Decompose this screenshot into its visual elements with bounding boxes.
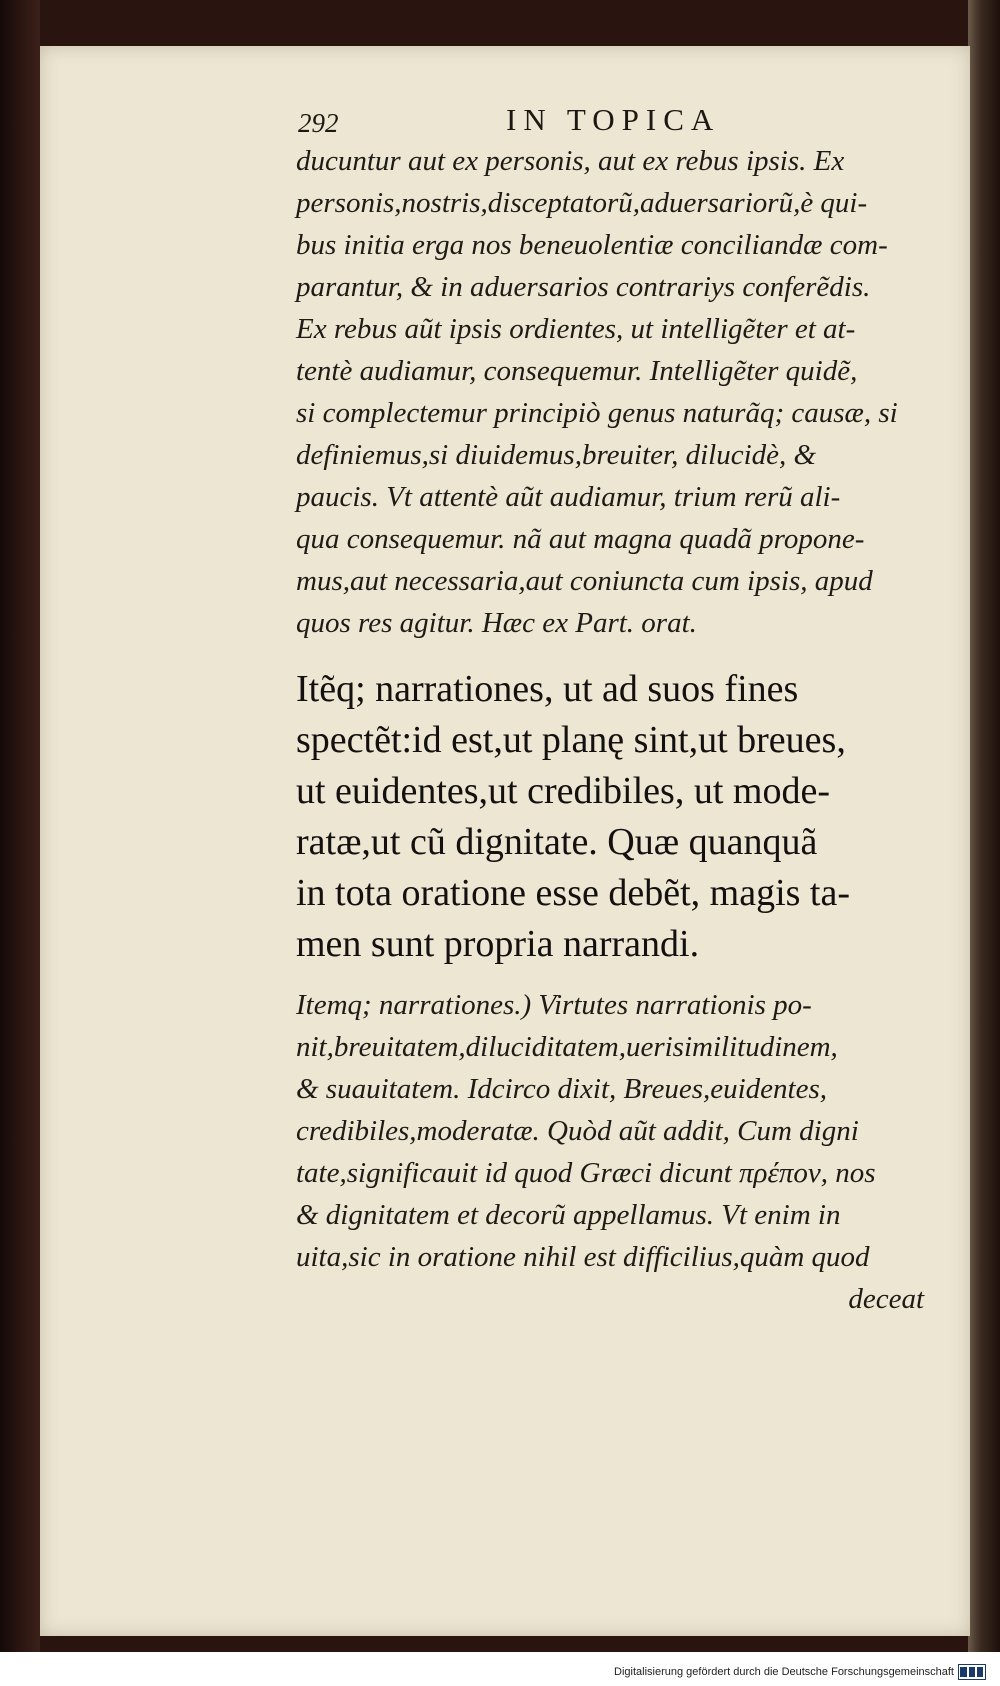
commentary-line: uita,sic in oratione nihil est difficilius,quàm quod (296, 1241, 870, 1273)
commentary-line: bus initia erga nos beneuolentiæ conciliandæ com- (296, 229, 888, 261)
page-text-block (296, 100, 996, 1320)
commentary-line: ducuntur aut ex personis, aut ex rebus ipsis. Ex (296, 145, 845, 177)
main-text-block (296, 664, 946, 970)
book-spine-edge (0, 0, 40, 1652)
commentary-block-1 (296, 140, 936, 644)
commentary-line: si complectemur principiò genus naturãq; causæ, si (296, 397, 898, 429)
commentary-line: & dignitatem et decorũ appellamus. Vt enim in (296, 1199, 841, 1231)
main-text-line: ut euidentes,ut credibiles, ut mode- (296, 770, 830, 812)
commentary-line: qua consequemur. nã aut magna quadã propone- (296, 523, 865, 555)
digitization-footer (0, 1652, 1000, 1686)
main-text-line: ratæ,ut cũ dignitate. Quæ quanquã (296, 821, 818, 863)
main-text-line: spectẽt:id est,ut planę sint,ut breues, (296, 719, 846, 761)
commentary-line: parantur, & in aduersarios contrariys conferẽdis. (296, 271, 871, 303)
main-text-line: in tota oratione esse debẽt, magis ta- (296, 872, 850, 914)
commentary-line: tentè audiamur, consequemur. Intelligẽter quidẽ, (296, 355, 858, 387)
dfg-logo-icon (958, 1664, 986, 1680)
page-number: 292 (298, 108, 339, 138)
funding-credit: Digitalisierung gefördert durch die Deutsche Forschungsgemeinschaft (614, 1666, 954, 1678)
commentary-line: Itemq; narrationes.) Virtutes narrationis po- (296, 989, 812, 1021)
commentary-line: personis,nostris,disceptatorũ,aduersariorũ,è qui- (296, 187, 868, 219)
commentary-line: tate,significauit id quod Græci dicunt πρέπον, nos (296, 1157, 876, 1189)
commentary-line: credibiles,moderatæ. Quòd aũt addit, Cum digni (296, 1115, 859, 1147)
commentary-line: nit,breuitatem,diluciditatem,uerisimilitudinem, (296, 1031, 838, 1063)
running-head (296, 100, 936, 140)
running-title: IN TOPICA (506, 102, 721, 137)
book-page (40, 46, 970, 1636)
commentary-line: paucis. Vt attentè aũt audiamur, trium rerũ ali- (296, 481, 841, 513)
main-text-line: men sunt propria narrandi. (296, 923, 700, 965)
commentary-line: Ex rebus aũt ipsis ordientes, ut intelligẽter et at- (296, 313, 856, 345)
commentary-block-2 (296, 984, 936, 1320)
commentary-line: quos res agitur. Hæc ex Part. orat. (296, 607, 697, 639)
commentary-line: mus,aut necessaria,aut coniuncta cum ipsis, apud (296, 565, 873, 597)
main-text-line: Itẽq; narrationes, ut ad suos fines (296, 668, 799, 710)
commentary-line: & suauitatem. Idcirco dixit, Breues,euidentes, (296, 1073, 828, 1105)
catchword: deceat (848, 1283, 924, 1315)
commentary-line: definiemus,si diuidemus,breuiter, dilucidè, & (296, 439, 817, 471)
